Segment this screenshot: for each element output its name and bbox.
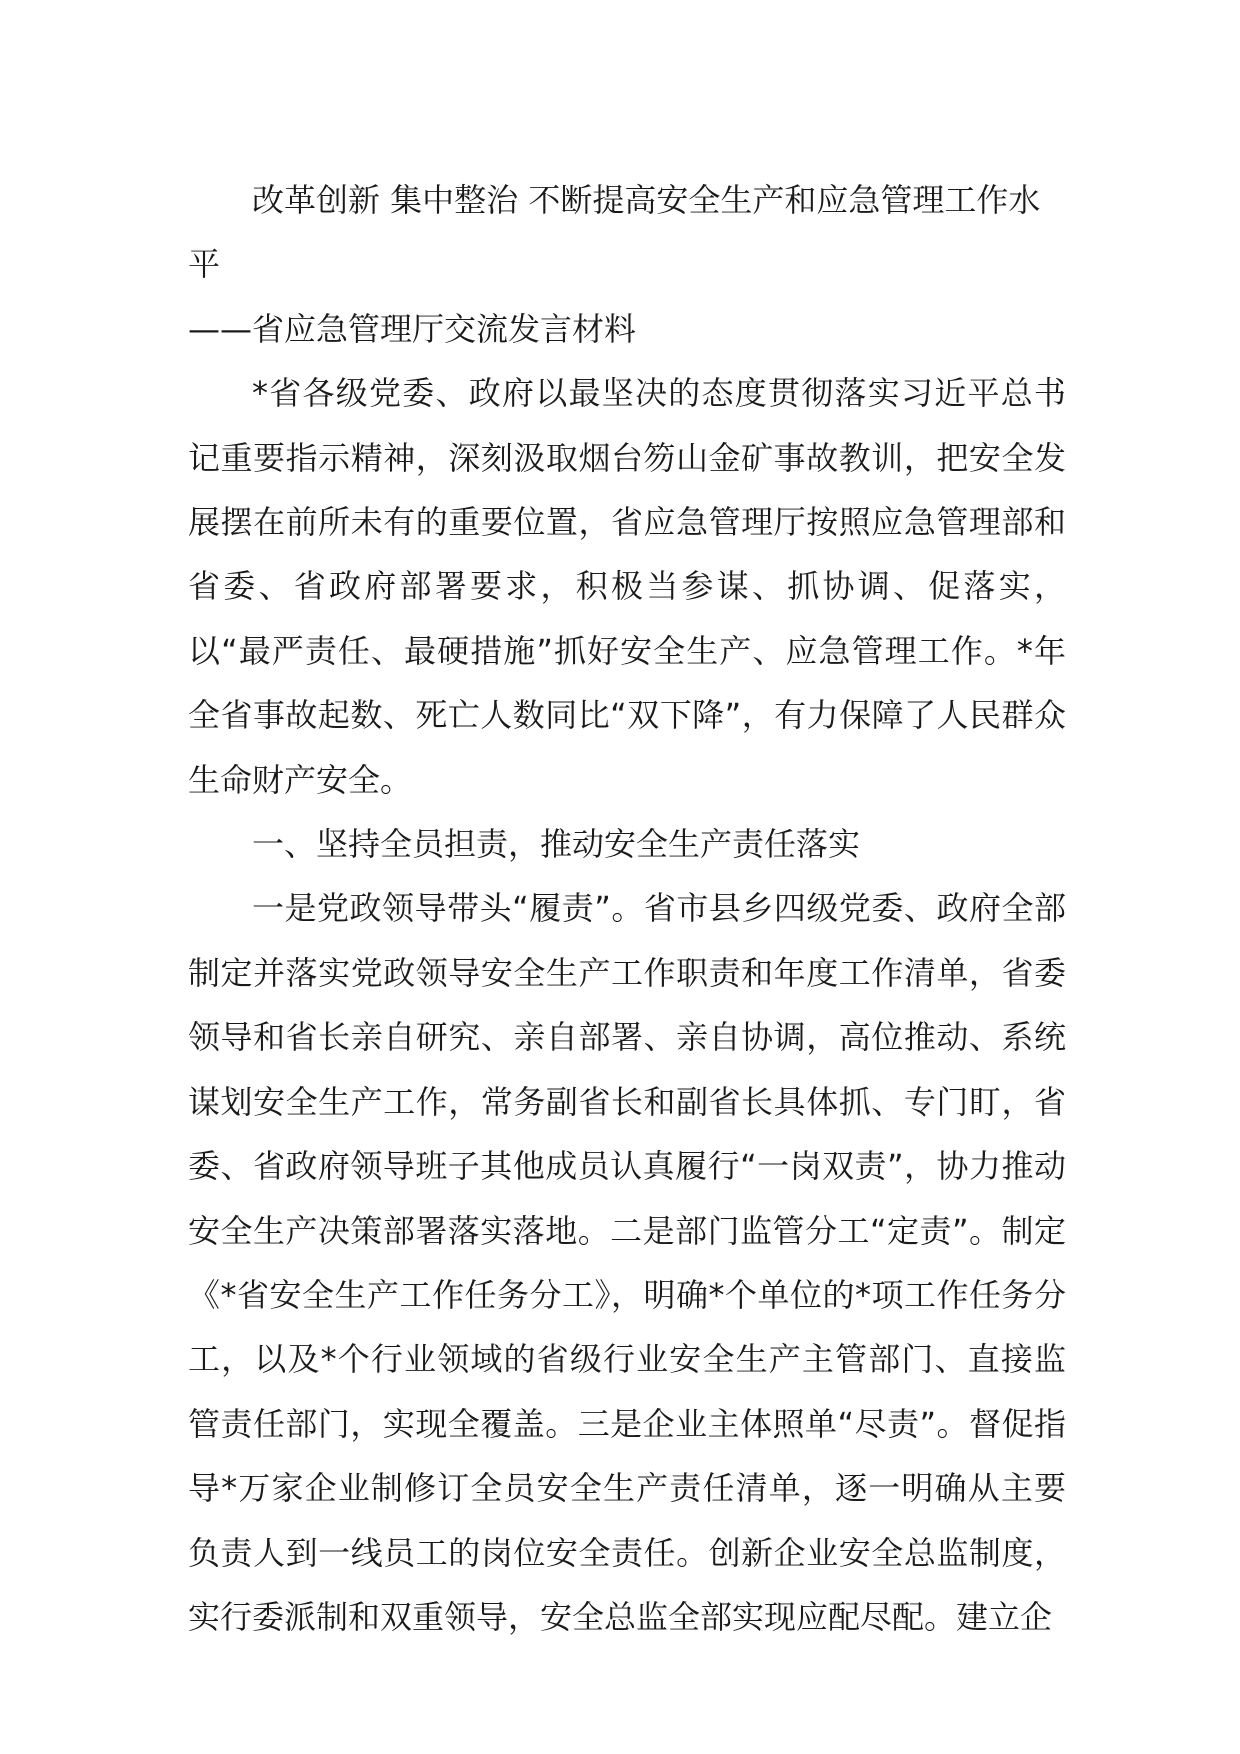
intro-paragraph: *省各级党委、政府以最坚决的态度贯彻落实习近平总书记重要指示精神，深刻汲取烟台笏山金矿事故教训，把安全发展摆在前所未有的重要位置，省应急管理厅按照应急管理部和省委、省政府部署要求，积极当参谋、抓协调、促落实，以“最严责任、最硬措施”抓好安全生产、应急管理工作。*年全省事故起数、死亡人数同比“双下降”，有力保障了人民群众生命财产安全。 (188, 374, 1066, 799)
document-subtitle: ——省应急管理厅交流发言材料 (188, 309, 637, 348)
document-body (188, 168, 1066, 1649)
section-heading: 一、坚持全员担责，推动安全生产责任落实 (252, 825, 861, 864)
document-title: 改革创新 集中整治 不断提高安全生产和应急管理工作水平 (188, 181, 1041, 284)
section-paragraph: 一是党政领导带头“履责”。省市县乡四级党委、政府全部制定并落实党政领导安全生产工作职责和年度工作清单，省委领导和省长亲自研究、亲自部署、亲自协调，高位推动、系统谋划安全生产工作，常务副省长和副省长具体抓、专门盯，省委、省政府领导班子其他成员认真履行“一岗双责”，协力推动安全生产决策部署落实落地。二是部门监管分工“定责”。制定《*省安全生产工作任务分工》，明确*个单位的*项工作任务分工，以及*个行业领域的省级行业安全生产主管部门、直接监管责任部门，实现全覆盖。三是企业主体照单“尽责”。督促指导*万家企业制修订全员安全生产责任清单，逐一明确从主要负责人到一线员工的岗位安全责任。创新企业安全总监制度，实行委派制和双重领导，安全总监全部实现应配尽配。建立企 (188, 889, 1066, 1636)
